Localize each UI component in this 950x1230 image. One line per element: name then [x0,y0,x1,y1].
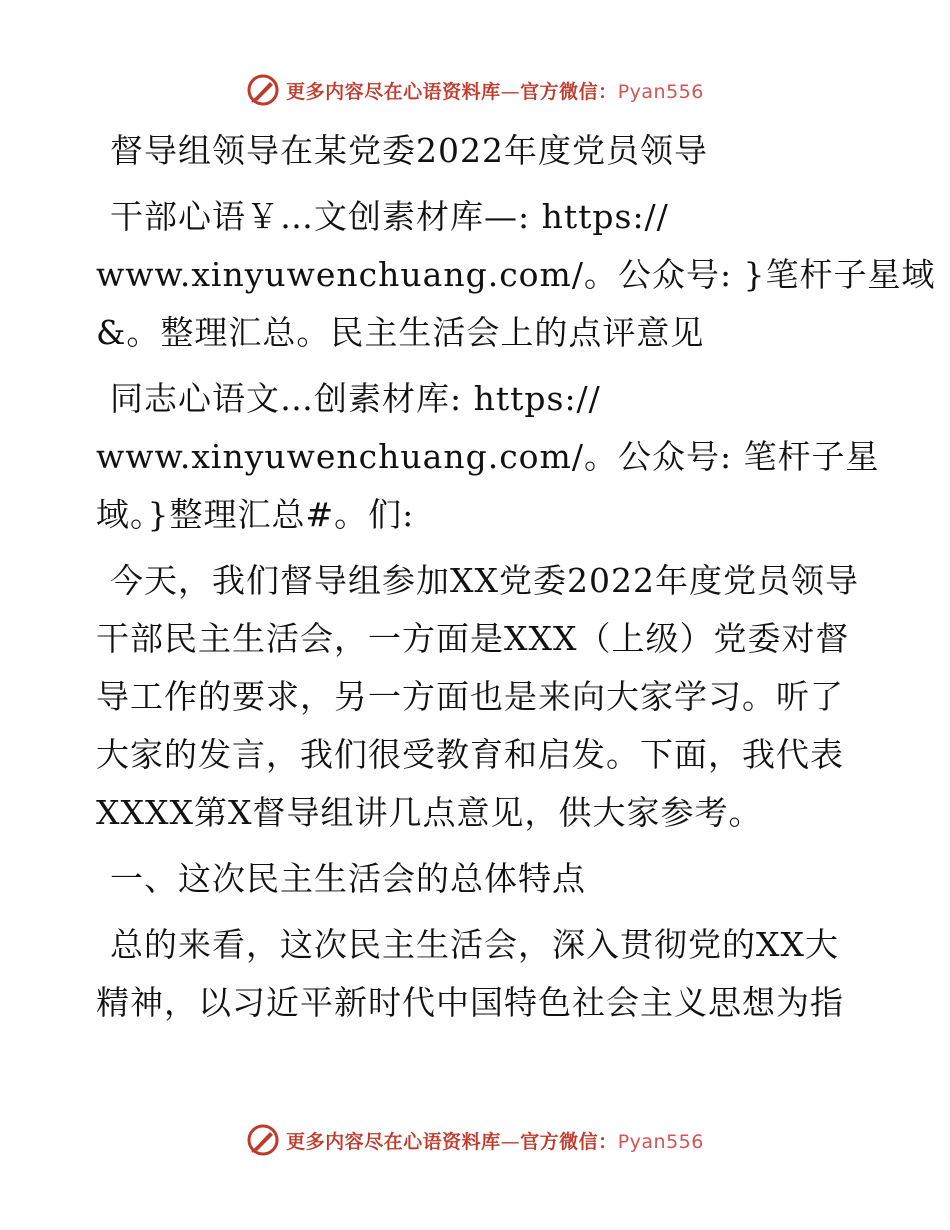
paragraph-line: 导工作的要求，另一方面也是来向大家学习。听了 [96,677,844,716]
banner-separator: — [500,1130,521,1153]
text-line: 同志心语文…创素材库: https:// [110,379,601,418]
paragraph-line: 大家的发言，我们很受教育和启发。下面，我代表 [96,735,844,774]
text-line: 干部心语￥…文创素材库—: https:// [110,197,669,236]
text-line: 域。}整理汇总#。们: [96,495,415,534]
header-watermark-banner [0,70,950,110]
paragraph-line: XXXX第X督导组讲几点意见，供大家参考。 [96,793,763,832]
banner-wechat-id: Pyan556 [617,1130,704,1153]
section-heading: 一、这次民主生活会的总体特点 [110,859,586,898]
paragraph-line: 精神，以习近平新时代中国特色社会主义思想为指 [96,983,844,1022]
text-line: www.xinyuwenchuang.com/。公众号: }笔杆子星域 [96,255,936,294]
banner-separator: — [500,80,521,103]
paragraph-line: 总的来看，这次民主生活会，深入贯彻党的XX大 [110,925,839,964]
text-line: www.xinyuwenchuang.com/。公众号: 笔杆子星 [96,437,880,476]
title-line-1: 督导组领导在某党委2022年度党员领导 [110,131,708,170]
banner-text [286,77,704,104]
paragraph-line: 今天，我们督导组参加XX党委2022年度党员领导 [110,561,859,600]
banner-main-text: 更多内容尽在心语资料库 [286,80,501,103]
banner-main-text: 更多内容尽在心语资料库 [286,1130,501,1153]
quill-logo-icon [246,73,280,107]
document-body [96,122,936,1032]
quill-logo-icon [246,1123,280,1157]
footer-watermark-banner [0,1120,950,1160]
banner-wechat-id: Pyan556 [617,80,704,103]
banner-official-label: 官方微信： [520,1130,618,1153]
banner-official-label: 官方微信： [520,80,618,103]
text-line: &。整理汇总。民主生活会上的点评意见 [96,313,705,352]
paragraph-line: 干部民主生活会，一方面是XXX（上级）党委对督 [96,619,850,658]
banner-text [286,1127,704,1154]
